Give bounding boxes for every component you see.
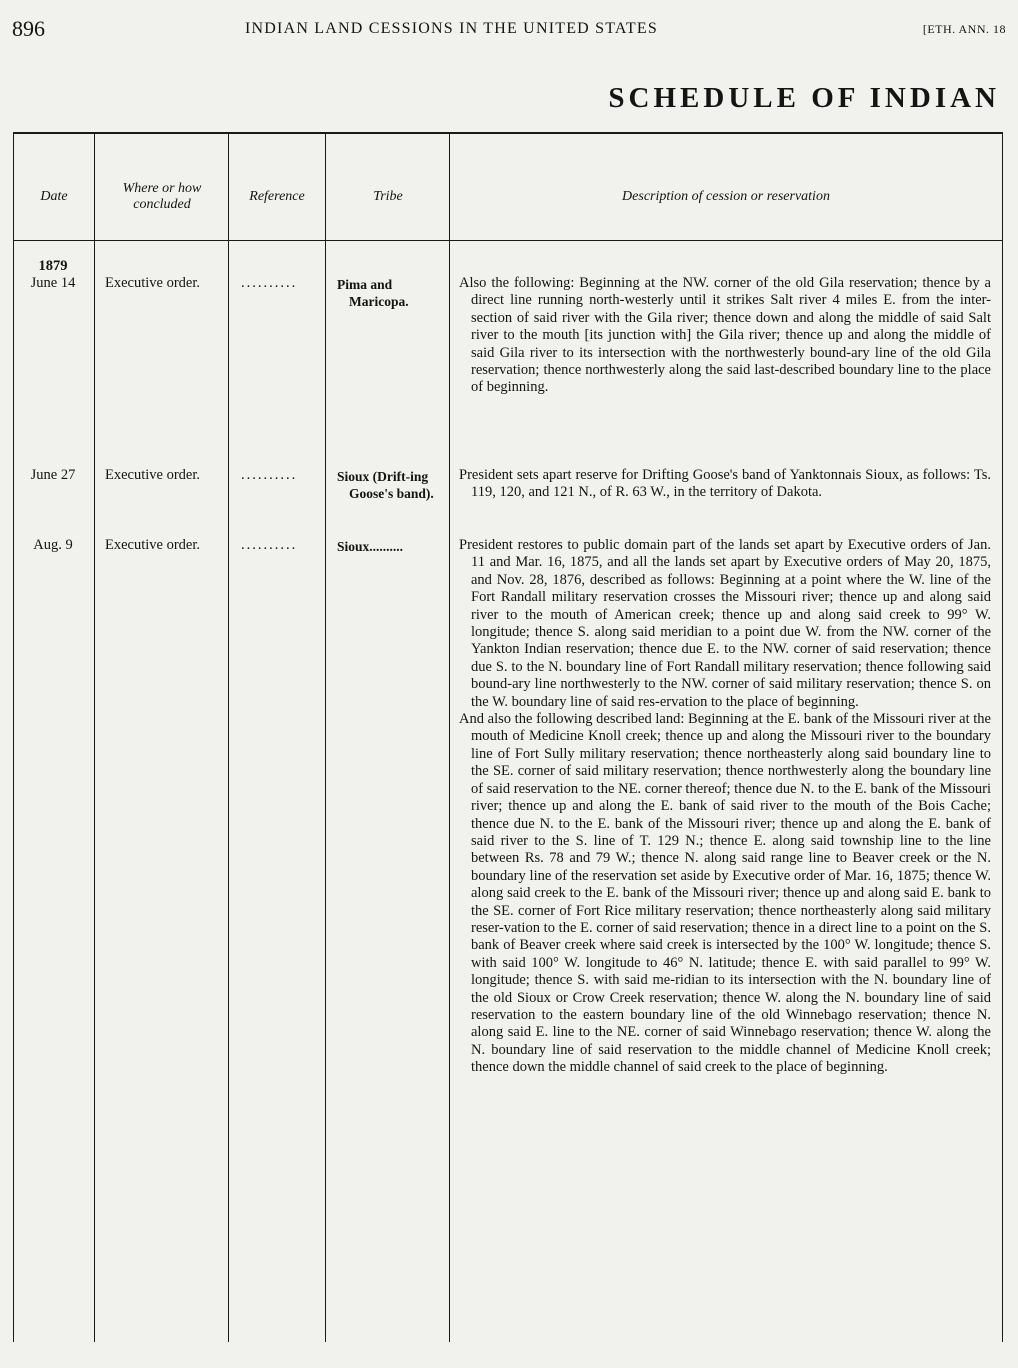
series-reference: [ETH. ANN. 18 — [922, 22, 1006, 36]
column-header-description: Description of cession or reservation — [622, 189, 830, 204]
schedule-title: SCHEDULE OF INDIAN — [608, 82, 1000, 114]
date-text: June 14 — [30, 275, 76, 292]
column-rule — [228, 132, 229, 1342]
row-description-cell — [459, 537, 991, 1077]
description-paragraph: President sets apart reserve for Drifting Goose's band of Yanktonnais Sioux, as follows: Ts. 119, 120, and 121 N., of R. 63 W., in the territory of Dakota. — [459, 467, 991, 501]
running-head — [0, 16, 1018, 42]
row-description-cell — [459, 275, 991, 397]
row-where-cell: Executive order. — [105, 467, 201, 483]
schedule-table — [13, 132, 1003, 1342]
row-reference-cell: .......... — [241, 537, 298, 553]
row-reference-cell: .......... — [241, 467, 298, 483]
date-text: Aug. 9 — [33, 537, 73, 553]
row-reference-cell: .......... — [241, 275, 298, 291]
running-title: INDIAN LAND CESSIONS IN THE UNITED STATES — [245, 20, 658, 37]
description-paragraph: President restores to public domain part of the lands set apart by Executive orders of Jan. 11 and Mar. 16, 1875, and all the lands set apart by Executive orders of May 20, 1875, and Nov. 28, 1876, described as follows: Beginning at a point where the W. line of the Fort Randall military reservation crosses the Missouri river; thence up and along said river to the mouth of American creek; thence up and along said creek to 99° W. longitude; thence S. along said meridian to a point due W. from the NW. corner of the Yankton Indian reservation; thence due E. to the NW. corner of said reservation; thence due S. to the N. boundary line of Fort Randall military reservation; thence following said bound-ary line northwesterly to the NW. corner of said military reservation; thence S. on the W. boundary line of said res-ervation to the place of beginning. — [459, 537, 991, 710]
column-header-where: Where or how concluded — [122, 181, 202, 212]
date-text: June 27 — [30, 467, 76, 483]
year-label: 1879 — [38, 258, 68, 274]
row-where-cell: Executive order. — [105, 537, 201, 553]
row-date-cell — [15, 467, 91, 484]
row-where-cell: Executive order. — [105, 275, 201, 291]
column-header-date: Date — [40, 189, 68, 204]
row-tribe-cell: Pima and Maricopa. — [337, 277, 409, 310]
column-rule — [325, 132, 326, 1342]
description-paragraph: Also the following: Beginning at the NW. corner of the old Gila reservation; thence by a direct line running north-westerly until it strikes Salt river 4 miles E. from the inter-section of said river with the Gila river; thence down and along the middle of said Salt river to the mouth [its junction with] the Gila river; thence up and along the middle of said Gila river to its intersection with the northwesterly bound-ary line of the old Gila reservation; thence northwesterly along the said last-described boundary line to the place of beginning. — [459, 275, 991, 396]
table-top-rule — [13, 132, 1003, 134]
column-rule — [1002, 132, 1003, 1342]
column-header-reference: Reference — [249, 189, 305, 204]
column-rule — [94, 132, 95, 1342]
column-rule — [13, 132, 14, 1342]
column-rule — [449, 132, 450, 1342]
page-number: 896 — [12, 16, 45, 41]
column-header-tribe: Tribe — [373, 189, 403, 204]
row-description-cell — [459, 467, 991, 502]
row-date-cell — [15, 258, 91, 293]
description-paragraph: And also the following described land: Beginning at the E. bank of the Missouri river at the mouth of Medicine Knoll creek; thence up and along the Missouri river to the boundary line of Fort Sully military reservation; thence northeasterly along said boundary line to the SE. corner of said military reservation; thence northwesterly along the boundary line of said reservation to the NE. corner thereof; thence due N. to the E. bank of the Missouri river; thence up and along the E. bank of said river to the mouth of the Bois Cache; thence due N. to the E. bank of the Missouri river; thence up and along the E. bank of said river to the S. line of T. 129 N.; thence E. along said township line to the line between Rs. 78 and 79 W.; thence N. along said range line to Beaver creek or the N. boundary line of the reservation set aside by Executive order of Mar. 16, 1875; thence W. along said creek to the E. bank of the Missouri river; thence up and along said E. bank to the SE. corner of Fort Rice military reservation; thence northeasterly along said military reser-vation to the E. corner of said reservation; thence in a direct line to a point on the S. bank of Beaver creek where said creek is intersected by the 100° W. longitude; thence S. with said 100° W. longitude to 46° N. latitude; thence E. with said parallel to 99° W. longitude; thence S. with said me-ridian to its intersection with the N. boundary line of the old Sioux or Crow Creek reservation; thence W. along the N. boundary line of said reservation to the eastern boundary line of the old Winnebago reservation; thence N. along said E. line to the NE. corner of said Winnebago reservation; thence W. along the N. boundary line of said reservation to the middle channel of Medicine Knoll creek; thence down the middle channel of said creek to the place of beginning. — [459, 711, 991, 1076]
row-tribe-cell: Sioux.......... — [337, 539, 404, 554]
row-tribe-cell: Sioux (Drift-ing Goose's band). — [337, 469, 434, 502]
row-date-cell — [15, 537, 91, 554]
header-bottom-rule — [13, 240, 1003, 241]
